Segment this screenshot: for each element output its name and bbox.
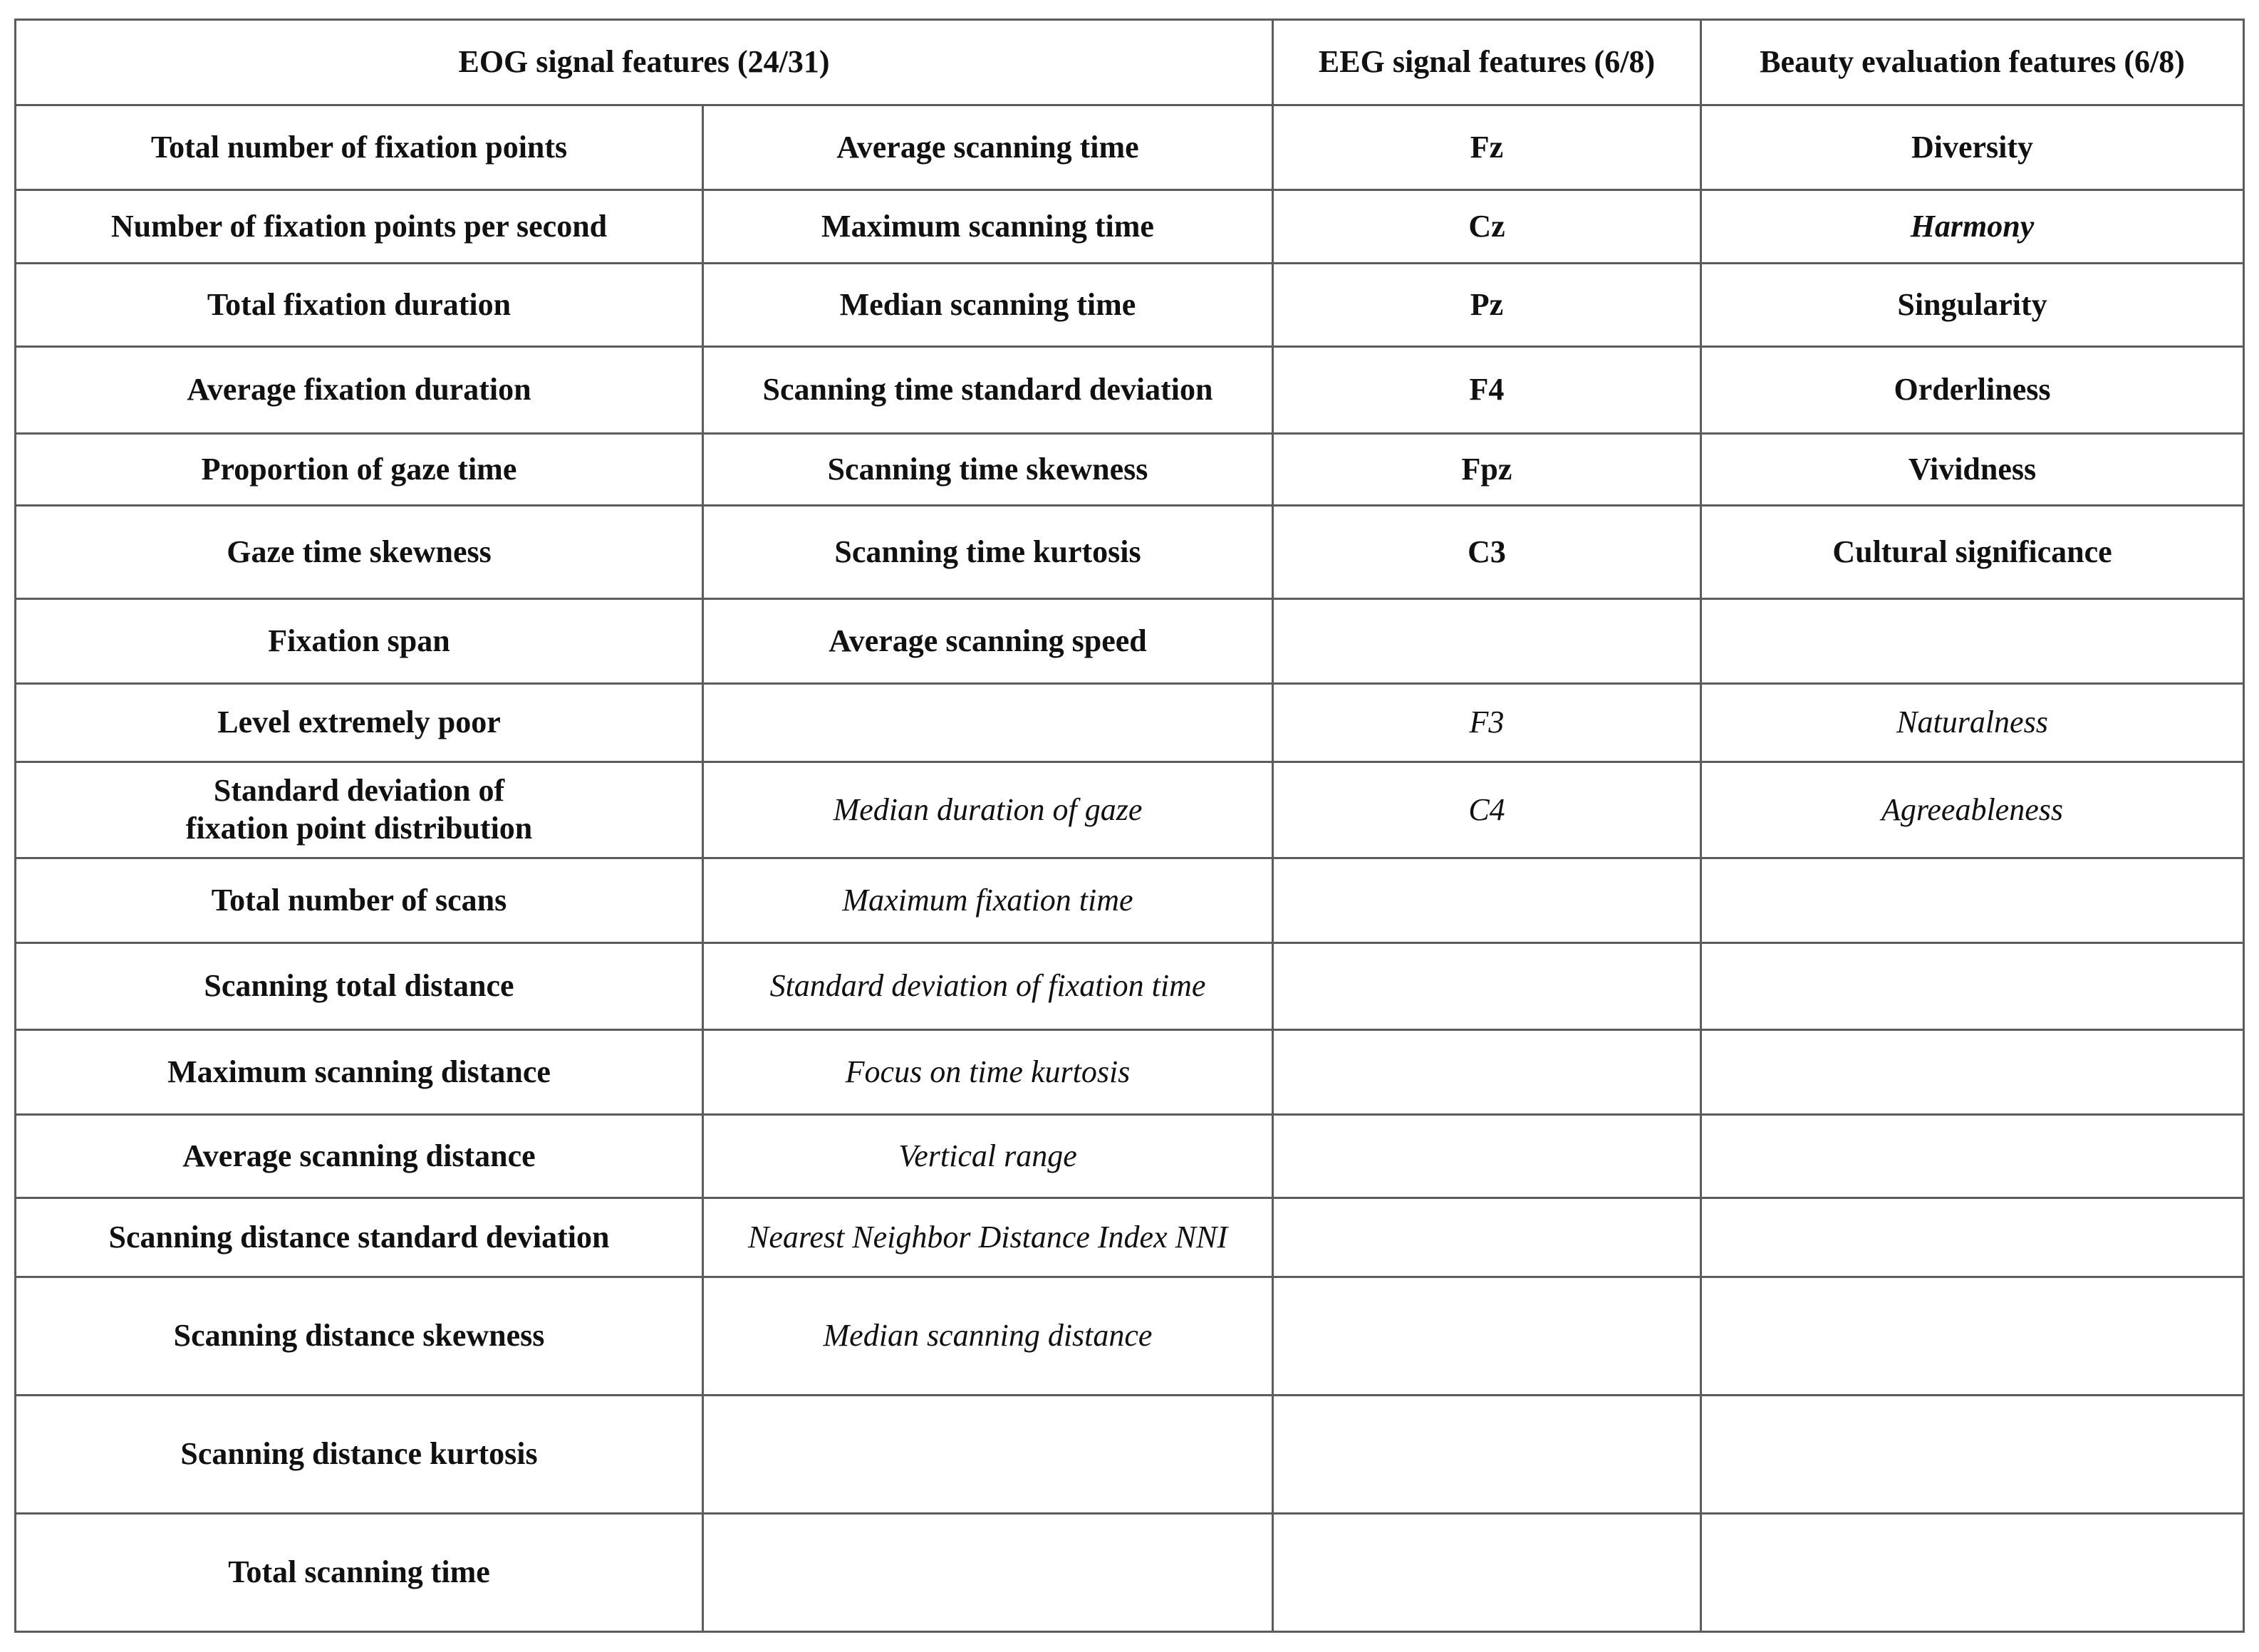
table-row: [16, 943, 2244, 1030]
eog-feature-cell-left: Total fixation duration: [16, 264, 703, 347]
empty-cell: [1701, 858, 2244, 943]
table-row: [16, 190, 2244, 264]
eog-feature-cell-left: Standard deviation of fixation point distribution: [16, 762, 703, 858]
eog-feature-cell-left: Maximum scanning distance: [16, 1030, 703, 1115]
eeg-channel-cell: F3: [1273, 684, 1701, 762]
features-table: [14, 19, 2245, 1633]
empty-cell: [1273, 1277, 1701, 1396]
empty-cell: [1701, 1030, 2244, 1115]
empty-cell: [703, 1514, 1273, 1632]
eeg-channel-cell: C4: [1273, 762, 1701, 858]
table-row: [16, 1198, 2244, 1277]
eog-feature-cell-right: Standard deviation of fixation time: [703, 943, 1273, 1030]
empty-cell: [1701, 943, 2244, 1030]
empty-cell: [1273, 1198, 1701, 1277]
empty-cell: [1273, 1030, 1701, 1115]
empty-cell: [1701, 1198, 2244, 1277]
table-row: [16, 858, 2244, 943]
eeg-channel-cell: Cz: [1273, 190, 1701, 264]
eog-feature-cell-left: Scanning distance standard deviation: [16, 1198, 703, 1277]
beauty-feature-cell: Diversity: [1701, 105, 2244, 190]
table-row: [16, 684, 2244, 762]
eeg-channel-cell: C3: [1273, 506, 1701, 599]
eog-feature-cell-right: Average scanning speed: [703, 599, 1273, 684]
table-row: [16, 105, 2244, 190]
eog-feature-cell-right: Maximum fixation time: [703, 858, 1273, 943]
eog-feature-cell-left: Fixation span: [16, 599, 703, 684]
eog-feature-cell-left: Number of fixation points per second: [16, 190, 703, 264]
eog-feature-cell-right: Median scanning distance: [703, 1277, 1273, 1396]
table-row: [16, 1514, 2244, 1632]
header-eeg-signal-features: EEG signal features (6/8): [1273, 20, 1701, 105]
eog-feature-cell-left: Total number of fixation points: [16, 105, 703, 190]
table-row: [16, 1277, 2244, 1396]
eeg-channel-cell: Fpz: [1273, 434, 1701, 506]
eog-feature-cell-right: Scanning time skewness: [703, 434, 1273, 506]
empty-cell: [1701, 1277, 2244, 1396]
eog-feature-cell-right: Focus on time kurtosis: [703, 1030, 1273, 1115]
empty-cell: [1701, 1514, 2244, 1632]
eog-feature-cell-left: Scanning distance skewness: [16, 1277, 703, 1396]
eog-feature-cell-right: Median scanning time: [703, 264, 1273, 347]
empty-cell: [1273, 858, 1701, 943]
eog-feature-cell-left: Level extremely poor: [16, 684, 703, 762]
eog-feature-cell-right: Nearest Neighbor Distance Index NNI: [703, 1198, 1273, 1277]
table-row: [16, 506, 2244, 599]
eog-feature-cell-left: Total scanning time: [16, 1514, 703, 1632]
empty-cell: [703, 684, 1273, 762]
eog-feature-cell-left: Total number of scans: [16, 858, 703, 943]
table-row: [16, 762, 2244, 858]
beauty-feature-cell: Orderliness: [1701, 347, 2244, 434]
table-row: [16, 1030, 2244, 1115]
eog-feature-cell-left: Proportion of gaze time: [16, 434, 703, 506]
beauty-feature-cell: Naturalness: [1701, 684, 2244, 762]
empty-cell: [1273, 943, 1701, 1030]
empty-cell: [1273, 1514, 1701, 1632]
eeg-channel-cell: Fz: [1273, 105, 1701, 190]
eog-feature-cell-left: Average fixation duration: [16, 347, 703, 434]
eog-feature-cell-left: Scanning total distance: [16, 943, 703, 1030]
eog-feature-cell-right: Median duration of gaze: [703, 762, 1273, 858]
empty-cell: [1701, 1396, 2244, 1514]
table-row: [16, 264, 2244, 347]
eog-feature-cell-left: Average scanning distance: [16, 1115, 703, 1198]
eog-feature-cell-right: Scanning time kurtosis: [703, 506, 1273, 599]
table-row: [16, 434, 2244, 506]
empty-cell: [1273, 1396, 1701, 1514]
empty-cell: [703, 1396, 1273, 1514]
empty-cell: [1701, 1115, 2244, 1198]
eog-feature-cell-left: Gaze time skewness: [16, 506, 703, 599]
eeg-channel-cell: Pz: [1273, 264, 1701, 347]
table-row: [16, 1115, 2244, 1198]
empty-cell: [1701, 599, 2244, 684]
table-row: [16, 347, 2244, 434]
eog-feature-cell-right: Vertical range: [703, 1115, 1273, 1198]
eog-feature-cell-left: Scanning distance kurtosis: [16, 1396, 703, 1514]
table-header-row: [16, 20, 2244, 105]
beauty-feature-cell: Agreeableness: [1701, 762, 2244, 858]
beauty-feature-cell: Singularity: [1701, 264, 2244, 347]
empty-cell: [1273, 1115, 1701, 1198]
table-row: [16, 599, 2244, 684]
eeg-channel-cell: F4: [1273, 347, 1701, 434]
beauty-feature-cell: Cultural significance: [1701, 506, 2244, 599]
beauty-feature-cell: Harmony: [1701, 190, 2244, 264]
header-eog-signal-features: EOG signal features (24/31): [16, 20, 1273, 105]
beauty-feature-cell: Vividness: [1701, 434, 2244, 506]
empty-cell: [1273, 599, 1701, 684]
eog-feature-cell-right: Maximum scanning time: [703, 190, 1273, 264]
eog-feature-cell-right: Average scanning time: [703, 105, 1273, 190]
eog-feature-cell-right: Scanning time standard deviation: [703, 347, 1273, 434]
header-beauty-evaluation-features: Beauty evaluation features (6/8): [1701, 20, 2244, 105]
table-row: [16, 1396, 2244, 1514]
